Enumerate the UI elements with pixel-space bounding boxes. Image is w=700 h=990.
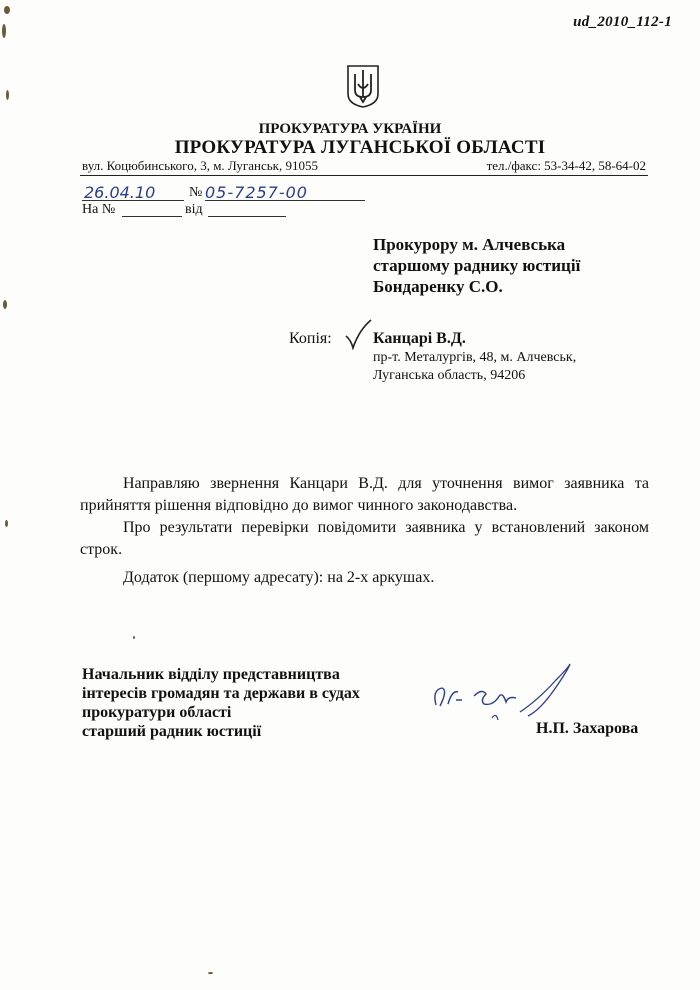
number-underline: [205, 200, 365, 201]
number-sign: №: [189, 185, 203, 200]
signatory-title-line-4: старший радник юстиції: [82, 723, 262, 740]
recipient-line-3: Бондаренку С.О.: [373, 277, 503, 296]
header-line-2: ПРОКУРАТУРА ЛУГАНСЬКОЇ ОБЛАСТІ: [174, 137, 546, 158]
scan-speck: [4, 6, 10, 14]
reference-from-label: від: [185, 202, 203, 217]
date-underline: [82, 200, 184, 201]
signatory-title-line-1: Начальник відділу представництва: [82, 666, 340, 683]
header-line-1: ПРОКУРАТУРА УКРАЇНИ: [258, 121, 442, 137]
scan-speck: [5, 520, 8, 527]
reference-date-blank: [208, 216, 286, 217]
body-paragraph-2: Про результати перевірки повідомити заявника у встановлений законом строк.: [80, 519, 649, 558]
checkmark-icon: [343, 318, 373, 350]
handwritten-signature: [428, 660, 578, 720]
signatory-title: [82, 665, 360, 741]
letter-body: [80, 473, 649, 561]
header-divider: [80, 175, 648, 176]
attachment-note: Додаток (першому адресату): на 2-х аркушах.: [123, 569, 435, 586]
body-paragraph-1: Направляю звернення Канцари В.Д. для уточнення вимог заявника та прийняття рішення відповідно до вимог чинного законодавства.: [80, 475, 649, 514]
header-phone: тел./факс: 53-34-42, 58-64-02: [486, 158, 646, 173]
scan-speck: [6, 90, 9, 100]
recipient-line-2: старшому раднику юстиції: [373, 256, 581, 275]
handwritten-date: 26.04.10: [84, 183, 156, 202]
reference-prefix: На №: [82, 202, 116, 217]
scan-speck: [3, 300, 7, 309]
scan-speck: [2, 24, 6, 38]
recipient-block: [373, 234, 580, 297]
recipient-line-1: Прокурору м. Алчевська: [373, 235, 566, 254]
trident-emblem-icon: [346, 64, 380, 108]
reference-number-blank: [122, 216, 182, 217]
copy-address-line-1: пр-т. Металургів, 48, м. Алчевськ,: [373, 350, 577, 365]
signatory-title-line-3: прокуратури області: [82, 704, 232, 721]
header-address: вул. Коцюбинського, 3, м. Луганськ, 91055: [82, 158, 318, 173]
signatory-title-line-2: інтересів громадян та держави в судах: [82, 685, 360, 702]
copy-address-line-2: Луганська область, 94206: [373, 368, 526, 383]
scan-speck: [133, 636, 135, 639]
copy-recipient-address: [373, 349, 576, 385]
document-id: ud_2010_112-1: [573, 14, 672, 30]
scan-speck: [208, 972, 213, 974]
copy-recipient-name: Канцарі В.Д.: [373, 330, 466, 347]
signer-name: Н.П. Захарова: [536, 720, 639, 737]
handwritten-reg-number: 05-7257-00: [205, 183, 308, 202]
copy-label: Копія:: [289, 330, 332, 347]
